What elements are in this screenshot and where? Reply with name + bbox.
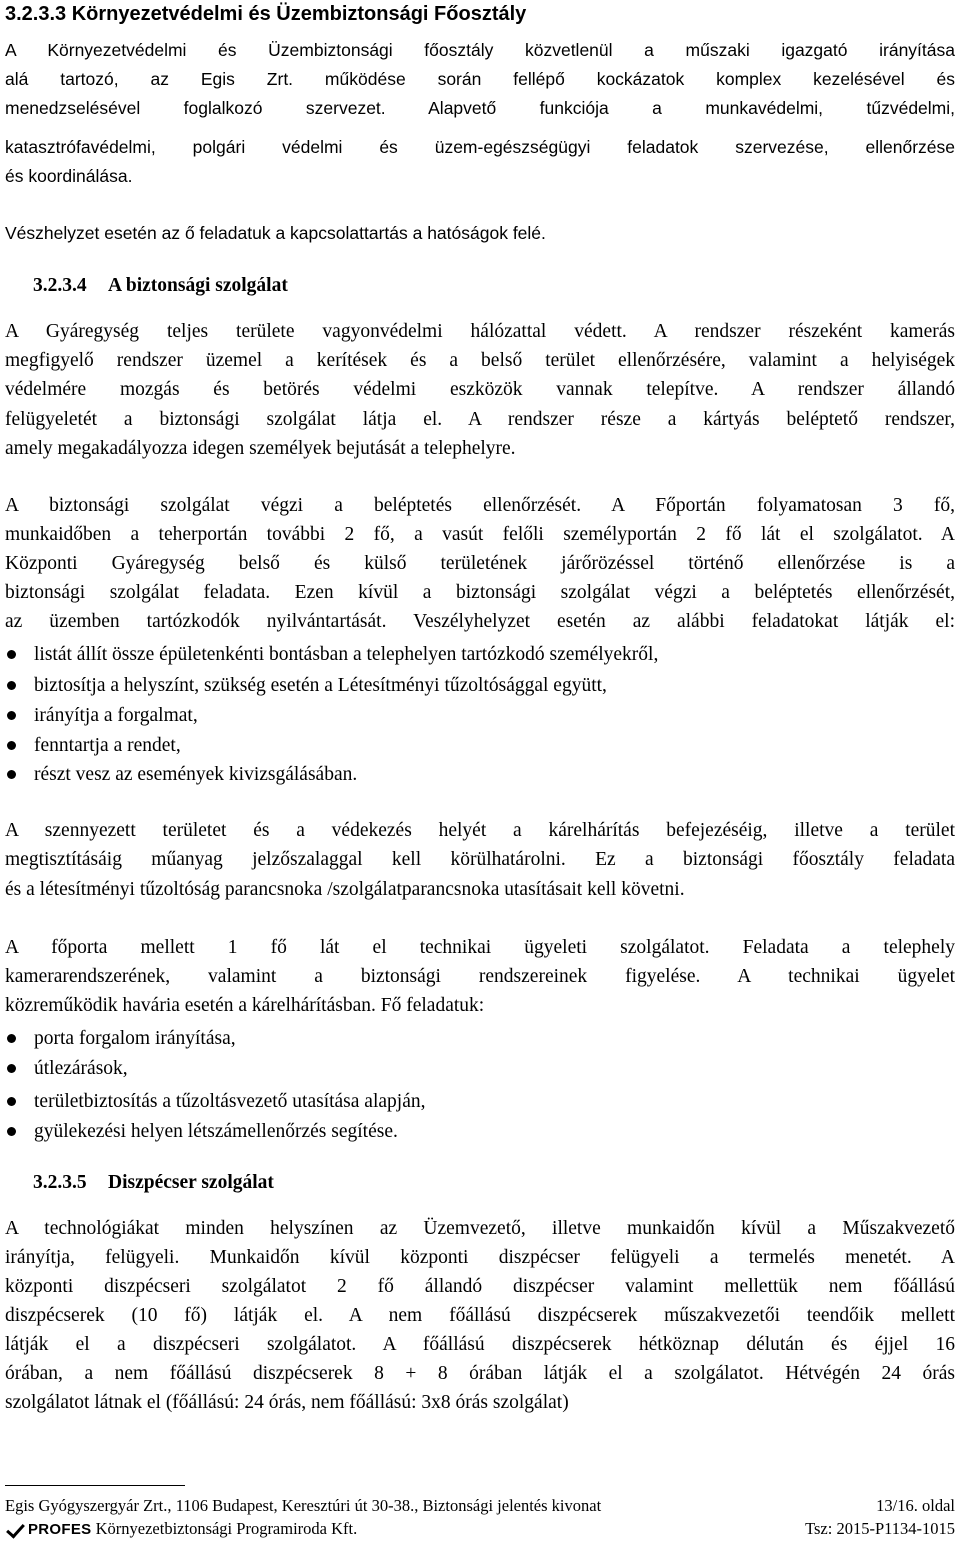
footer-brand-logo: PROFES [28, 1521, 92, 1538]
footer-company-name: Környezetbiztonsági Programiroda Kft. [95, 1519, 358, 1538]
list-item-text: biztosítja a helyszínt, szükség esetén a Létesítményi tűzoltósággal együtt, [34, 675, 607, 696]
paragraph-line: A Gyáregység teljes területe vagyonvédelmi hálózattal védett. A rendszer részeként kamerás [5, 321, 955, 342]
bullet-icon [7, 681, 16, 690]
list-item-text: gyülekezési helyen létszámellenőrzés segítése. [34, 1121, 398, 1142]
paragraph-line: A technológiákat minden helyszínen az Üzemvezető, illetve munkaidőn kívül a Műszakvezető [5, 1218, 955, 1239]
list-item-text: listát állít össze épületenkénti bontásban a telephelyen tartózkodó személyekről, [34, 644, 659, 665]
paragraph-line: látják el a diszpécseri szolgálatot. A főállású diszpécserek hétköznap délután és éjjel 16 [5, 1334, 955, 1355]
footer-company [5, 1519, 357, 1539]
bullet-icon [7, 1034, 16, 1043]
paragraph-line: és a létesítményi tűzoltóság parancsnoka /szolgálatparancsnoka utasításait kell követni. [5, 879, 685, 900]
footer-divider [5, 1485, 185, 1486]
list-item-text: útlezárások, [34, 1058, 128, 1079]
paragraph-line: órában, a nem főállású diszpécserek 8 + 8 órában látják el a szolgálatot. Hétvégén 24 órás [5, 1363, 955, 1384]
paragraph-line: védelmére mozgás és betörés védelmi eszközök vannak telepítve. A rendszer állandó [5, 379, 955, 400]
paragraph-line: biztonsági szolgálat feladata. Ezen kívül a biztonsági szolgálat végzi a beléptetés ellenőrzését, [5, 582, 955, 603]
paragraph-line: diszpécserek (10 fő) látják el. A nem főállású diszpécserek műszakvezetői teendőik mellett [5, 1305, 955, 1326]
paragraph-line: munkaidőben a teherportán további 2 fő, a vasút felőli személyportán 2 fő lát el szolgálatot. A [5, 524, 955, 545]
paragraph-line: A Környezetvédelmi és Üzembiztonsági főosztály közvetlenül a műszaki igazgató irányítása [5, 40, 955, 60]
paragraph-line: kamerarendszerének, valamint a biztonsági rendszereinek figyelése. A technikai ügyelet [5, 966, 955, 987]
paragraph-line: katasztrófavédelmi, polgári védelmi és üzem-egészségügyi feladatok szervezése, ellenőrzése [5, 137, 955, 157]
paragraph-line: központi diszpécseri szolgálatot 2 fő állandó diszpécser valamint mellettük nem főállású [5, 1276, 955, 1297]
section-title-3234: A biztonsági szolgálat [108, 275, 288, 296]
paragraph-line: A szennyezett területet és a védekezés helyét a kárelhárítás befejezéséig, illetve a terület [5, 820, 955, 841]
paragraph-line: amely megakadályozza idegen személyek bejutását a telephelyre. [5, 438, 516, 459]
list-item-text: fenntartja a rendet, [34, 735, 181, 756]
paragraph-line: közreműködik havária esetén a kárelhárításban. Fő feladatuk: [5, 995, 485, 1016]
bullet-icon [7, 1097, 16, 1106]
list-item-text: porta forgalom irányítása, [34, 1028, 236, 1049]
list-item-text: irányítja a forgalmat, [34, 705, 198, 726]
paragraph-line: Központi Gyáregység belső és külső területének járőrözéssel történő ellenőrzése is a [5, 553, 955, 574]
paragraph-line: alá tartozó, az Egis Zrt. működése során fellépő kockázatok komplex kezelésével és [5, 69, 955, 89]
bullet-icon [7, 711, 16, 720]
paragraph-line: irányítja, felügyeli. Munkaidőn kívül központi diszpécser felügyeli a termelés menetét. A [5, 1247, 955, 1268]
paragraph-line: és koordinálása. [5, 166, 133, 186]
list-item-text: területbiztosítás a tűzoltásvezető utasítása alapján, [34, 1091, 426, 1112]
paragraph-line: A biztonsági szolgálat végzi a beléptetés ellenőrzését. A Főportán folyamatosan 3 fő, [5, 495, 955, 516]
paragraph-line: felügyeletét a biztonsági szolgálat látja el. A rendszer része a kártyás beléptető rendszer, [5, 409, 955, 430]
bullet-icon [7, 770, 16, 779]
section-title-3235: Diszpécser szolgálat [108, 1172, 274, 1193]
footer-reference-number: Tsz: 2015-P1134-1015 [805, 1519, 955, 1538]
paragraph-line: megtisztításáig műanyag jelzőszalaggal kell körülhatárolni. Ez a biztonsági főosztály feladata [5, 849, 955, 870]
footer-document-info: Egis Gyógyszergyár Zrt., 1106 Budapest, Keresztúri út 30-38., Biztonsági jelentés kivonat [5, 1496, 602, 1515]
paragraph-line: A főporta mellett 1 fő lát el technikai ügyeleti szolgálatot. Feladata a telephely [5, 937, 955, 958]
section-number-3235: 3.2.3.5 [33, 1172, 87, 1193]
paragraph-line: szolgálatot látnak el (főállású: 24 órás, nem főállású: 3x8 órás szolgálat) [5, 1392, 569, 1413]
bullet-icon [7, 1127, 16, 1136]
paragraph-line: az üzemben tartózkodók nyilvántartását. Veszélyhelyzet esetén az alábbi feladatokat látják el: [5, 611, 955, 632]
paragraph-line: Vészhelyzet esetén az ő feladatuk a kapcsolattartás a hatóságok felé. [5, 223, 546, 243]
paragraph-line: menedzselésével foglalkozó szervezet. Alapvető funkciója a munkavédelmi, tűzvédelmi, [5, 98, 955, 118]
section-number-3234: 3.2.3.4 [33, 275, 87, 296]
paragraph-line: megfigyelő rendszer üzemel a kerítések és a belső terület ellenőrzésére, valamint a helyiségek [5, 350, 955, 371]
section-heading-3233: 3.2.3.3 Környezetvédelmi és Üzembiztonsági Főosztály [5, 3, 527, 25]
bullet-icon [7, 1064, 16, 1073]
footer-page-number: 13/16. oldal [876, 1496, 955, 1515]
bullet-icon [7, 650, 16, 659]
bullet-icon [7, 741, 16, 750]
list-item-text: részt vesz az események kivizsgálásában. [34, 764, 358, 785]
checkmark-icon [6, 1519, 25, 1538]
